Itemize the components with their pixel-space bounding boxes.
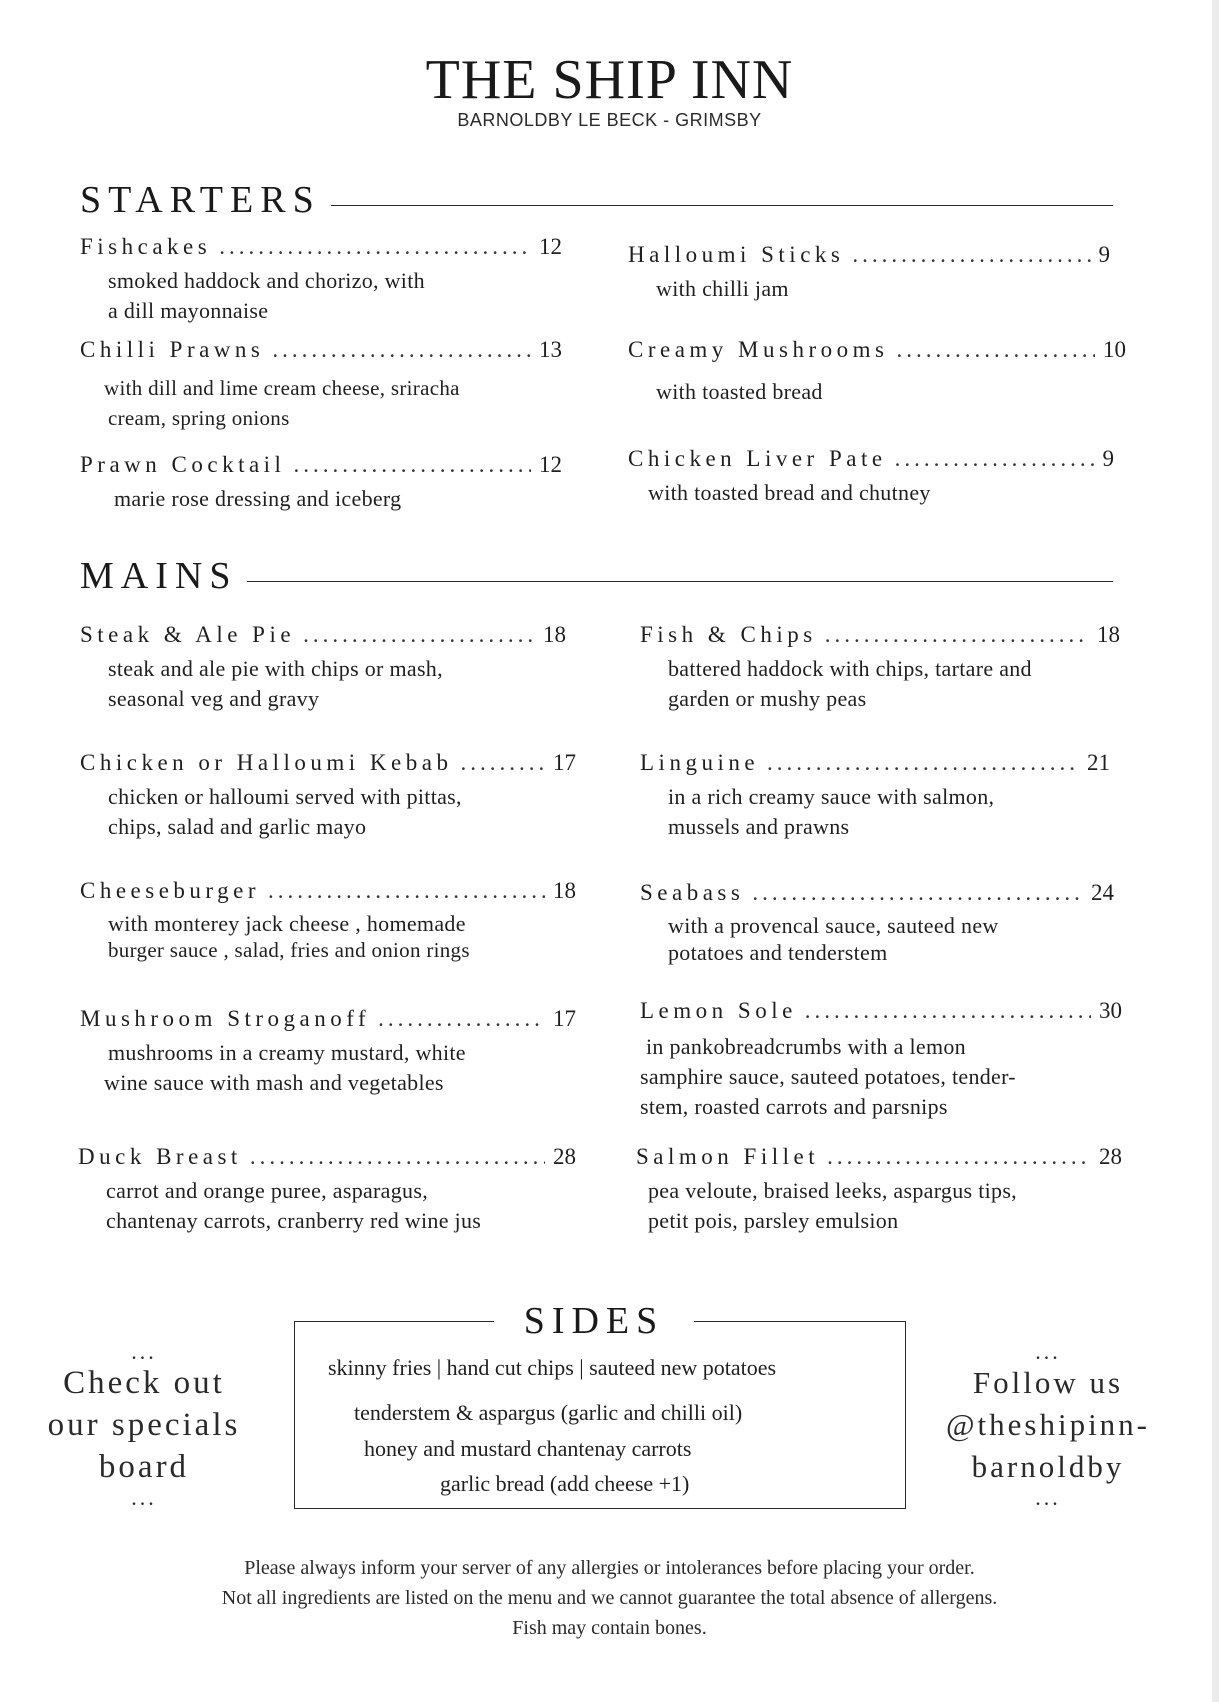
ornament-dots: ... — [1035, 1339, 1061, 1364]
item-name: Cheeseburger — [80, 878, 261, 903]
menu-item — [628, 337, 1126, 407]
item-description: with chilli jam — [656, 276, 789, 301]
item-description: in pankobreadcrumbs with a lemon — [646, 1034, 966, 1059]
allergen-line: Fish may contain bones. — [512, 1617, 707, 1639]
menu-item — [640, 998, 1122, 1122]
item-price: 18 — [543, 622, 566, 647]
item-name: Halloumi Sticks — [628, 242, 845, 267]
allergen-line: Please always inform your server of any allergies or intolerances before placing your order. — [244, 1557, 975, 1579]
menu-item — [80, 1006, 576, 1098]
item-description: burger sauce , salad, fries and onion rings — [108, 938, 470, 962]
leader-dots — [767, 750, 1079, 776]
menu-item — [640, 880, 1114, 966]
side-item: honey and mustard chantenay carrots — [364, 1436, 692, 1461]
menu-item — [80, 622, 566, 714]
menu-item — [80, 878, 576, 964]
item-name: Lemon Sole — [640, 998, 797, 1023]
item-name: Creamy Mushrooms — [628, 337, 889, 362]
item-description: carrot and orange puree, asparagus, — [106, 1178, 429, 1203]
menu-item — [80, 452, 562, 514]
menu-item — [628, 446, 1114, 508]
sides-title: SIDES — [494, 1298, 694, 1344]
item-description: petit pois, parsley emulsion — [648, 1208, 899, 1233]
item-name: Chicken or Halloumi Kebab — [80, 750, 453, 775]
leader-dots — [460, 750, 545, 776]
item-description: samphire sauce, sauteed potatoes, tender- — [640, 1064, 1016, 1089]
starters-rule — [331, 205, 1113, 206]
item-description: steak and ale pie with chips or mash, — [108, 656, 443, 681]
item-name: Prawn Cocktail — [80, 452, 286, 477]
item-description: battered haddock with chips, tartare and — [668, 656, 1032, 681]
item-price: 21 — [1087, 750, 1110, 775]
item-description: smoked haddock and chorizo, with — [108, 268, 425, 293]
starters-heading — [80, 178, 1113, 222]
item-description: potatoes and tenderstem — [668, 940, 888, 965]
social-text: Follow us — [972, 1365, 1124, 1400]
allergen-line: Not all ingredients are listed on the menu and we cannot guarantee the total absence of allergens. — [221, 1587, 998, 1609]
item-name: Salmon Fillet — [636, 1144, 820, 1169]
social-handle: barnoldby — [971, 1449, 1125, 1484]
specials-text: board — [98, 1449, 190, 1485]
item-name: Fish & Chips — [640, 622, 817, 647]
leader-dots — [852, 242, 1090, 268]
leader-dots — [293, 452, 531, 478]
ornament-dots: ... — [131, 1339, 157, 1364]
mains-heading — [80, 554, 1113, 598]
item-name: Chilli Prawns — [80, 337, 265, 362]
specials-callout — [34, 1339, 254, 1510]
item-name: Seabass — [640, 880, 745, 905]
leader-dots — [752, 880, 1083, 906]
item-price: 18 — [553, 878, 576, 903]
restaurant-name: THE SHIP INN — [425, 49, 794, 111]
item-price: 12 — [539, 234, 562, 259]
item-price: 13 — [539, 337, 562, 362]
item-description: with monterey jack cheese , homemade — [108, 911, 466, 936]
ornament-dots: ... — [131, 1485, 157, 1510]
side-item: tenderstem & aspargus (garlic and chilli oil) — [354, 1400, 743, 1425]
item-description: in a rich creamy sauce with salmon, — [668, 784, 995, 809]
leader-dots — [272, 337, 531, 363]
item-price: 28 — [1099, 1144, 1122, 1169]
side-item: skinny fries | hand cut chips | sauteed new potatoes — [328, 1355, 777, 1380]
item-description: cream, spring onions — [108, 406, 290, 430]
item-description: wine sauce with mash and vegetables — [104, 1070, 444, 1095]
menu-item — [640, 622, 1120, 714]
item-name: Fishcakes — [80, 234, 212, 259]
item-price: 18 — [1097, 622, 1120, 647]
leader-dots — [805, 998, 1091, 1024]
item-description: garden or mushy peas — [668, 686, 867, 711]
item-description: chips, salad and garlic mayo — [108, 814, 367, 839]
leader-dots — [895, 446, 1095, 472]
item-price: 9 — [1098, 242, 1110, 267]
mains-title: MAINS — [80, 555, 238, 597]
leader-dots — [303, 622, 535, 648]
menu-item — [636, 1144, 1122, 1236]
item-name: Linguine — [640, 750, 760, 775]
item-name: Duck Breast — [78, 1144, 242, 1169]
item-price: 24 — [1091, 880, 1114, 905]
social-callout — [928, 1339, 1168, 1510]
menu-item — [78, 1144, 576, 1236]
item-description: with toasted bread and chutney — [648, 480, 931, 505]
ornament-dots: ... — [1035, 1485, 1061, 1510]
item-name: Mushroom Stroganoff — [80, 1006, 371, 1031]
item-price: 28 — [553, 1144, 576, 1169]
item-description: a dill mayonnaise — [108, 298, 269, 323]
leader-dots — [896, 337, 1095, 363]
specials-text: Check out — [63, 1365, 225, 1401]
side-item: garlic bread (add cheese +1) — [440, 1471, 690, 1496]
item-description: stem, roasted carrots and parsnips — [640, 1094, 948, 1119]
item-price: 30 — [1099, 998, 1122, 1023]
leader-dots — [219, 234, 531, 260]
item-description: with dill and lime cream cheese, sriracha — [104, 376, 460, 400]
leader-dots — [268, 878, 545, 904]
leader-dots — [250, 1144, 545, 1170]
leader-dots — [827, 1144, 1091, 1170]
item-name: Chicken Liver Pate — [628, 446, 887, 471]
restaurant-location: BARNOLDBY LE BECK - GRIMSBY — [457, 110, 762, 130]
menu-item — [628, 242, 1110, 304]
item-description: chicken or halloumi served with pittas, — [108, 784, 462, 809]
item-description: marie rose dressing and iceberg — [114, 486, 402, 511]
allergen-notice — [0, 1553, 1219, 1643]
menu-item — [640, 750, 1110, 842]
item-price: 10 — [1103, 337, 1126, 362]
item-description: seasonal veg and gravy — [108, 686, 320, 711]
specials-text: our specials — [47, 1407, 241, 1443]
page-edge — [1212, 0, 1219, 1702]
menu-item — [80, 234, 562, 326]
item-description: with toasted bread — [656, 379, 823, 404]
item-price: 17 — [553, 1006, 576, 1031]
menu-item — [80, 337, 562, 433]
item-description: mushrooms in a creamy mustard, white — [108, 1040, 466, 1065]
leader-dots — [378, 1006, 545, 1032]
item-description: with a provencal sauce, sauteed new — [668, 913, 999, 938]
item-description: pea veloute, braised leeks, aspargus tips, — [648, 1178, 1017, 1203]
item-price: 17 — [553, 750, 576, 775]
mains-rule — [247, 581, 1113, 582]
item-name: Steak & Ale Pie — [80, 622, 296, 647]
starters-title: STARTERS — [80, 179, 321, 221]
item-price: 9 — [1102, 446, 1114, 471]
item-description: chantenay carrots, cranberry red wine jus — [106, 1208, 482, 1233]
item-description: mussels and prawns — [668, 814, 850, 839]
leader-dots — [825, 622, 1089, 648]
item-price: 12 — [539, 452, 562, 477]
social-handle: @theshipinn- — [945, 1407, 1151, 1442]
menu-item — [80, 750, 576, 842]
